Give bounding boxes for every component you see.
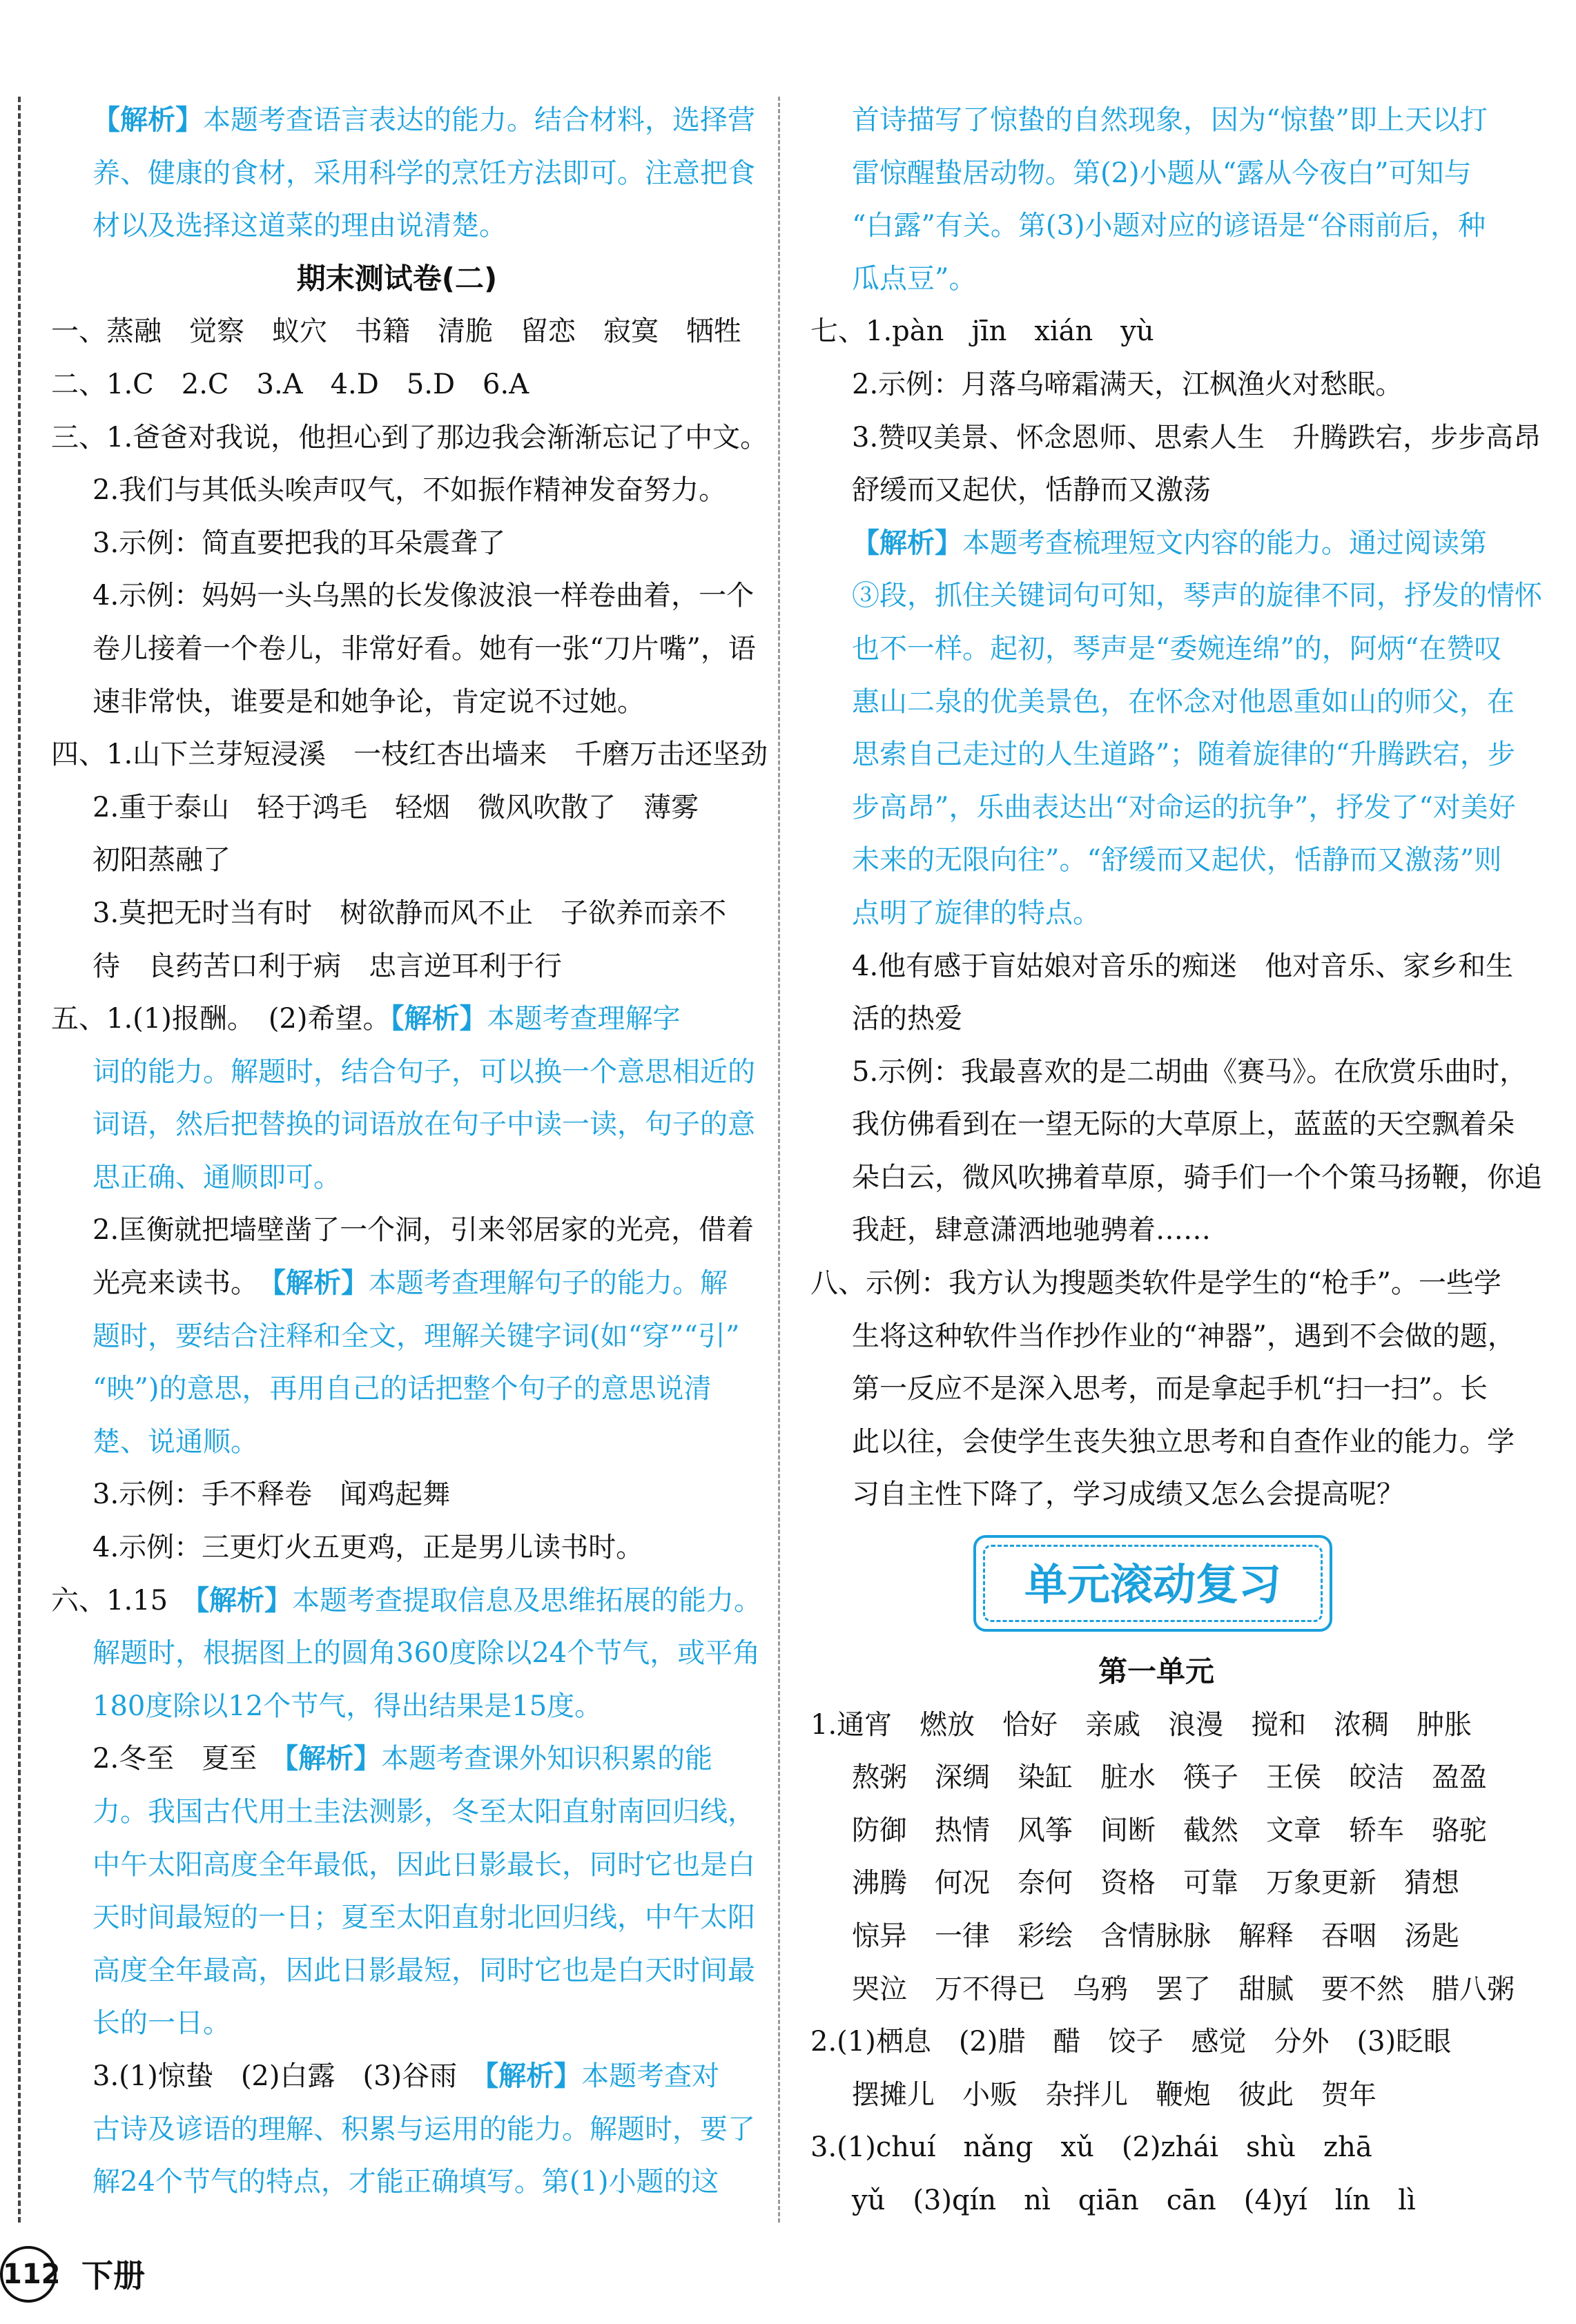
- answer-line: 速非常快，谁要是和她争论，肯定说不过她。: [93, 685, 645, 718]
- answer-line: 生将这种软件当作抄作业的“神器”，遇到不会做的题，: [852, 1320, 1515, 1352]
- answer-line: 2.(1)栖息 (2)腊 醋 饺子 感觉 分外 (3)眨眼: [810, 2026, 1452, 2058]
- answer-line: 未来的无限向往”。“舒缓而又起伏，恬静而又激荡”则: [852, 844, 1502, 877]
- page-number: 112: [0, 2246, 57, 2303]
- answer-line: 我仿佛看到在一望无际的大草原上，蓝蓝的天空飘着朵: [852, 1109, 1515, 1141]
- answer-line: “白露”有关。第(3)小题对应的谚语是“谷雨前后，种: [852, 210, 1486, 242]
- answer-line: 我赶，肆意潇洒地驰骋着……: [852, 1214, 1211, 1247]
- answer-line: 第一反应不是深入思考，而是拿起手机“扫一扫”。长: [852, 1373, 1488, 1405]
- answer-line: 长的一日。: [93, 2007, 231, 2040]
- answer-line: 惠山二泉的优美景色，在怀念对他恩重如山的师父，在: [852, 685, 1515, 718]
- answer-line: 【解析】本题考查语言表达的能力。结合材料，选择营: [93, 104, 755, 136]
- answer-line: 防御 热情 风筝 间断 截然 文章 轿车 骆驼: [852, 1814, 1487, 1846]
- answer-line: 古诗及谚语的理解、积累与运用的能力。解题时，要了: [93, 2113, 755, 2145]
- answer-line: 二、1.C 2.C 3.A 4.D 5.D 6.A: [51, 368, 529, 400]
- answer-line: 3.赞叹美景、怀念恩师、思索人生 升腾跌宕，步步高昂: [852, 421, 1541, 453]
- answer-line: 5.示例：我最喜欢的是二胡曲《赛马》。在欣赏乐曲时，: [852, 1055, 1528, 1088]
- answer-line: 初阳蒸融了: [93, 844, 231, 877]
- answer-line: 高度全年最高，因此日影最短，同时它也是白天时间最: [93, 1954, 755, 1986]
- answer-line: 1.通宵 燃放 恰好 亲戚 浪漫 搅和 浓稠 肿胀: [810, 1708, 1472, 1741]
- answer-line: 2.匡衡就把墙壁凿了一个洞，引来邻居家的光亮，借着: [93, 1214, 755, 1247]
- answer-line: 【解析】本题考查梳理短文内容的能力。通过阅读第: [852, 527, 1487, 559]
- answer-line: 首诗描写了惊蛰的自然现象，因为“惊蛰”即上天以打: [852, 104, 1488, 136]
- answer-line: 2.冬至 夏至 【解析】本题考查课外知识积累的能: [93, 1743, 713, 1775]
- answer-line: 180度除以12个节气，得出结果是15度。: [93, 1690, 603, 1722]
- column-divider: [778, 97, 780, 2223]
- answer-line: 瓜点豆”。: [852, 262, 977, 295]
- answer-line: 此以往，会使学生丧失独立思考和自查作业的能力。学: [852, 1425, 1515, 1458]
- answer-line: 4.他有感于盲姑娘对音乐的痴迷 他对音乐、家乡和生: [852, 950, 1514, 982]
- answer-line: 也不一样。起初，琴声是“委婉连绵”的，阿炳“在赞叹: [852, 632, 1502, 665]
- answer-line: 力。我国古代用土圭法测影，冬至太阳直射南回归线，: [93, 1796, 755, 1828]
- answer-line: 活的热爱: [852, 1003, 962, 1035]
- answer-line: 舒缓而又起伏，恬静而又激荡: [852, 474, 1211, 507]
- answer-line: 沸腾 何况 奈何 资格 可靠 万象更新 猜想: [852, 1867, 1459, 1900]
- answer-line: 七、1.pàn jīn xián yù: [810, 315, 1154, 348]
- answer-line: 步高昂”，乐曲表达出“对命运的抗争”，抒发了“对美好: [852, 791, 1516, 823]
- answer-line: 材以及选择这道菜的理由说清楚。: [93, 210, 507, 242]
- right-column: [808, 94, 1542, 2227]
- answer-line: 思正确、通顺即可。: [93, 1161, 341, 1193]
- answer-line: 楚、说通顺。: [93, 1425, 258, 1458]
- answer-line: 3.示例：手不释卷 闻鸡起舞: [93, 1478, 451, 1511]
- answer-line: 解24个节气的特点，才能正确填写。第(1)小题的这: [93, 2166, 719, 2198]
- unit-title: 第一单元: [1098, 1654, 1214, 1689]
- answer-line: 哭泣 万不得已 乌鸦 罢了 甜腻 要不然 腊八粥: [852, 1973, 1515, 2005]
- answer-line: ③段，抓住关键词句可知，琴声的旋律不同，抒发的情怀: [852, 580, 1542, 612]
- answer-line: 思索自己走过的人生道路”；随着旋律的“升腾跌宕，步: [852, 739, 1515, 771]
- answer-line: 解题时，根据图上的圆角360度除以24个节气，或平角: [93, 1637, 761, 1670]
- answer-line: 光亮来读书。 【解析】本题考查理解句子的能力。解: [93, 1267, 728, 1300]
- answer-line: 3.(1)chuí nǎng xǔ (2)zhái shù zhā: [810, 2131, 1372, 2164]
- answer-line: 卷儿接着一个卷儿，非常好看。她有一张“刀片嘴”，语: [93, 632, 756, 665]
- answer-line: 六、1.15 【解析】本题考查提取信息及思维拓展的能力。: [51, 1584, 762, 1617]
- answer-line: 3.示例：简直要把我的耳朵震聋了: [93, 527, 506, 559]
- answer-line: 习自主性下降了，学习成绩又怎么会提高呢？: [852, 1478, 1404, 1511]
- binding-dashed-line: [18, 97, 21, 2223]
- answer-line: 词语，然后把替换的词语放在句子中读一读，句子的意: [93, 1109, 755, 1141]
- answer-line: 2.重于泰山 轻于鸿毛 轻烟 微风吹散了 薄雾: [93, 791, 699, 823]
- answer-line: 天时间最短的一日；夏至太阳直射北回归线，中午太阳: [93, 1902, 755, 1934]
- answer-line: 四、1.山下兰芽短浸溪 一枝红杏出墙来 千磨万击还坚劲: [51, 739, 768, 771]
- banner-frame: [973, 1535, 1332, 1632]
- answer-line: 一、蒸融 觉察 蚁穴 书籍 清脆 留恋 寂寞 牺牲: [51, 315, 741, 348]
- answer-line: 熬粥 深绸 染缸 脏水 筷子 王侯 皎洁 盈盈: [852, 1761, 1487, 1794]
- answer-line: 词的能力。解题时，结合句子，可以换一个意思相近的: [93, 1055, 755, 1088]
- answer-line: 2.示例：月落乌啼霜满天，江枫渔火对愁眠。: [852, 368, 1403, 400]
- answer-line: 题时，要结合注释和全文，理解关键字词(如“穿”“引”: [93, 1320, 740, 1352]
- answer-line: “映”)的意思，再用自己的话把整个句子的意思说清: [93, 1373, 712, 1405]
- answer-line: 中午太阳高度全年最低，因此日影最长，同时它也是白: [93, 1848, 755, 1881]
- review-banner: [808, 1521, 1505, 1646]
- section-title: 期末测试卷(二): [296, 261, 498, 295]
- left-column: [48, 94, 768, 2209]
- answer-line: 养、健康的食材，采用科学的烹饪方法即可。注意把食: [93, 157, 755, 189]
- answer-line: 4.示例：三更灯火五更鸡，正是男儿读书时。: [93, 1532, 644, 1564]
- answer-line: 五、1.(1)报酬。 (2)希望。【解析】本题考查理解字: [51, 1003, 681, 1035]
- answer-line: 2.我们与其低头唉声叹气，不如振作精神发奋努力。: [93, 474, 727, 507]
- answer-line: 摆摊儿 小贩 杂拌儿 鞭炮 彼此 贺年: [852, 2078, 1376, 2111]
- answer-line: 惊异 一律 彩绘 含情脉脉 解释 吞咽 汤匙: [852, 1920, 1459, 1952]
- answer-line: 朵白云，微风吹拂着草原，骑手们一个个策马扬鞭，你追: [852, 1161, 1542, 1193]
- answer-line: 4.示例：妈妈一头乌黑的长发像波浪一样卷曲着，一个: [93, 580, 755, 612]
- answer-line: 3.(1)惊蛰 (2)白露 (3)谷雨 【解析】本题考查对: [93, 2060, 720, 2092]
- answer-line: 雷惊醒蛰居动物。第(2)小题从“露从今夜白”可知与: [852, 157, 1472, 189]
- answer-line: 待 良药苦口利于病 忠言逆耳利于行: [93, 950, 562, 982]
- answer-line: yǔ (3)qín nì qiān cān (4)yí lín lì: [852, 2184, 1416, 2216]
- volume-label: 下册: [81, 2257, 145, 2294]
- answer-line: 3.莫把无时当有时 树欲静而风不止 子欲养而亲不: [93, 897, 727, 929]
- answer-line: 点明了旋律的特点。: [852, 897, 1100, 929]
- banner-title: 单元滚动复习: [1024, 1559, 1281, 1610]
- answer-line: 三、1.爸爸对我说，他担心到了那边我会渐渐忘记了中文。: [51, 421, 768, 453]
- answer-line: 八、示例：我方认为搜题类软件是学生的“枪手”。一些学: [810, 1267, 1501, 1300]
